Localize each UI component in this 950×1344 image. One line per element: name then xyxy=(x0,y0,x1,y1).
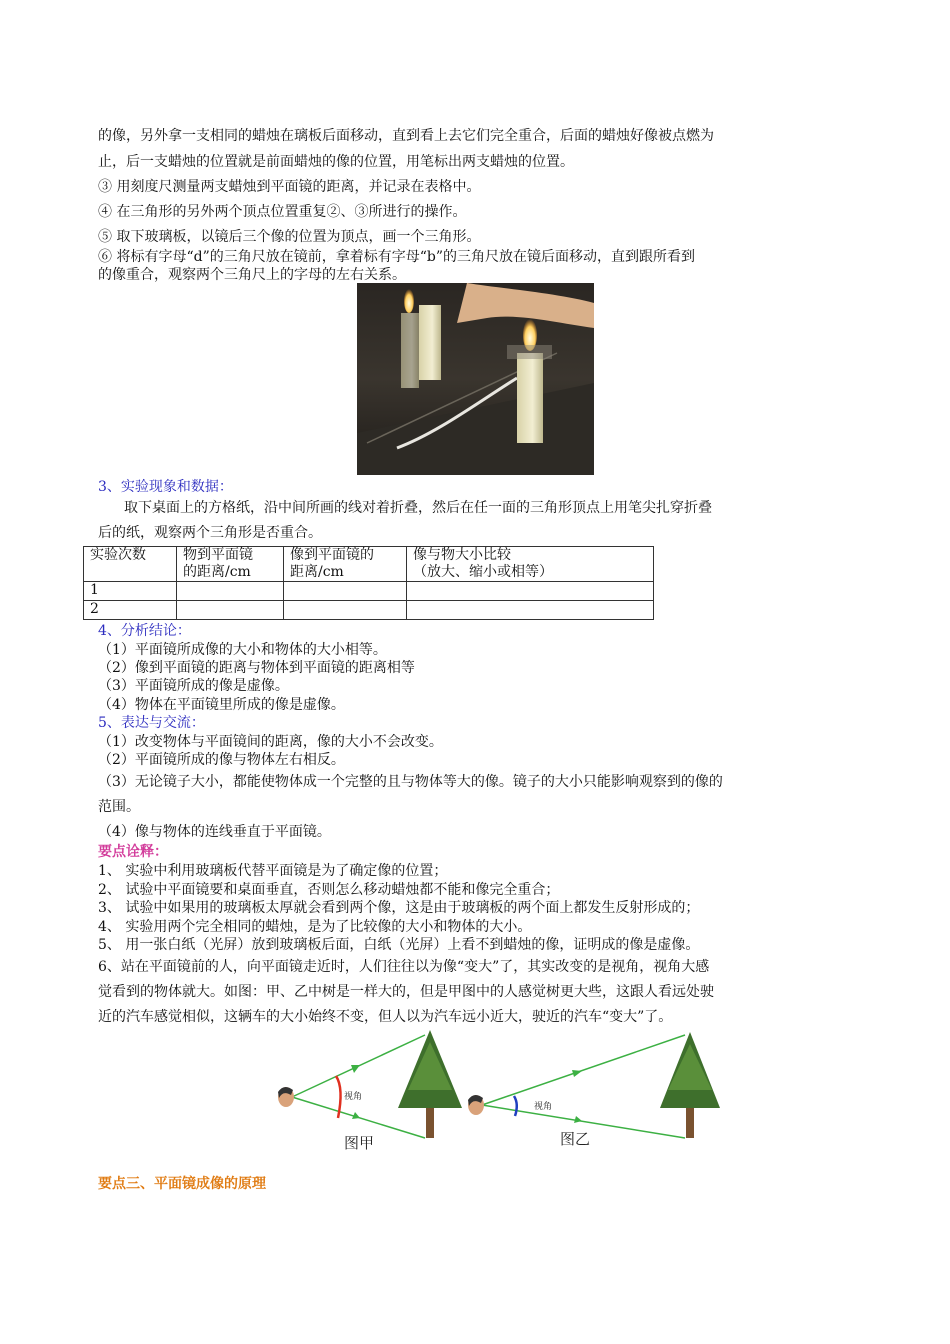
table-header-cell xyxy=(407,547,654,582)
exchange-item: （2）平面镜所成的像与物体左右相反。 xyxy=(98,752,345,768)
figure-a xyxy=(278,1030,462,1152)
person-head-icon xyxy=(468,1095,484,1115)
note-6-line-3: 近的汽车感觉相似，这辆车的大小始终不变，但人以为汽车远小近大，驶近的汽车“变大”了。 xyxy=(98,1009,673,1025)
visual-angle-diagram xyxy=(270,1030,750,1160)
note-item: 3、 试验中如果用的玻璃板太厚就会看到两个像，这是由于玻璃板的两个面上都发生反射形成的； xyxy=(98,900,700,916)
table-header-row xyxy=(84,547,654,582)
conclusion-item: （2）像到平面镜的距离与物体到平面镜的距离相等 xyxy=(98,660,415,676)
table-cell xyxy=(407,582,654,601)
table-header-cell xyxy=(284,547,407,582)
tree-icon xyxy=(398,1030,462,1138)
table-header-cell xyxy=(177,547,284,582)
person-head-icon xyxy=(278,1087,294,1107)
candle-experiment-photo xyxy=(357,283,594,475)
table-row xyxy=(84,601,654,620)
table-cell xyxy=(407,601,654,620)
experiment-table xyxy=(83,546,654,620)
section-next-heading: 要点三、平面镜成像的原理 xyxy=(98,1176,266,1192)
angle-label-b: 视角 xyxy=(534,1102,553,1112)
angle-arc-b xyxy=(514,1096,517,1116)
conclusion-item: （1）平面镜所成像的大小和物体的大小相等。 xyxy=(98,642,387,658)
table-cell: 1 xyxy=(84,582,177,601)
header-text: 像与物大小比较 xyxy=(413,547,511,563)
tree-icon xyxy=(660,1032,720,1138)
header-text: （放大、缩小或相等） xyxy=(413,564,553,580)
figure-b xyxy=(468,1032,720,1148)
step-5: ⑤ 取下玻璃板，以镜后三个像的位置为顶点，画一个三角形。 xyxy=(98,229,481,245)
step-6-line-2: 的像重合，观察两个三角尺上的字母的左右关系。 xyxy=(98,267,406,283)
section-5-heading: 5、表达与交流： xyxy=(98,715,205,731)
section-3-heading: 3、实验现象和数据： xyxy=(98,479,233,495)
step-4: ④ 在三角形的另外两个顶点位置重复②、③所进行的操作。 xyxy=(98,204,467,220)
exchange-item: （4）像与物体的连线垂直于平面镜。 xyxy=(98,824,331,840)
exchange-item: （1）改变物体与平面镜间的距离，像的大小不会改变。 xyxy=(98,734,443,750)
exchange-item-3-line-1: （3）无论镜子大小，都能使物体成一个完整的且与物体等大的像。镜子的大小只能影响观察到的像的 xyxy=(98,774,723,790)
table-cell xyxy=(177,601,284,620)
table-cell xyxy=(284,582,407,601)
table-cell xyxy=(284,601,407,620)
section-3-text-2: 后的纸，观察两个三角形是否重合。 xyxy=(98,525,322,541)
header-text: 的距离/cm xyxy=(183,564,251,580)
section-3-text-1: 取下桌面上的方格纸，沿中间所画的线对着折叠，然后在任一面的三角形顶点上用笔尖扎穿折叠 xyxy=(124,500,712,516)
table-cell: 2 xyxy=(84,601,177,620)
conclusion-item: （3）平面镜所成的像是虚像。 xyxy=(98,678,289,694)
angle-label-a: 视角 xyxy=(344,1092,363,1102)
exchange-item-3-line-2: 范围。 xyxy=(98,799,140,815)
caption-b: 图乙 xyxy=(560,1131,591,1148)
note-item: 1、 实验中利用玻璃板代替平面镜是为了确定像的位置； xyxy=(98,863,448,879)
step-3: ③ 用刻度尺测量两支蜡烛到平面镜的距离，并记录在表格中。 xyxy=(98,179,481,195)
step-6-line-1: ⑥ 将标有字母“d”的三角尺放在镜前，拿着标有字母“b”的三角尺放在镜后面移动，直到跟所看到 xyxy=(98,249,696,265)
note-6-line-2: 觉看到的物体就大。如图：甲、乙中树是一样大的，但是甲图中的人感觉树更大些，这跟人看远处驶 xyxy=(98,984,714,1000)
conclusion-item: （4）物体在平面镜里所成的像是虚像。 xyxy=(98,697,345,713)
header-text: 物到平面镜 xyxy=(183,547,253,563)
header-text: 像到平面镜的 xyxy=(290,547,374,563)
intro-line-1: 的像，另外拿一支相同的蜡烛在璃板后面移动，直到看上去它们完全重合，后面的蜡烛好像被点燃为 xyxy=(98,128,714,144)
table-header-cell xyxy=(84,547,177,582)
table-cell xyxy=(177,582,284,601)
note-6-line-1: 6、站在平面镜前的人，向平面镜走近时，人们往往以为像“变大”了，其实改变的是视角，视角大感 xyxy=(98,959,710,975)
caption-a: 图甲 xyxy=(344,1135,375,1152)
header-text: 距离/cm xyxy=(290,564,344,580)
section-4-heading: 4、分析结论： xyxy=(98,623,191,639)
header-text: 实验次数 xyxy=(90,547,146,563)
table-row xyxy=(84,582,654,601)
notes-heading: 要点诠释： xyxy=(98,844,168,860)
note-item: 4、 实验用两个完全相同的蜡烛，是为了比较像的大小和物体的大小。 xyxy=(98,919,532,935)
intro-line-2: 止，后一支蜡烛的位置就是前面蜡烛的像的位置，用笔标出两支蜡烛的位置。 xyxy=(98,154,574,170)
note-item: 2、 试验中平面镜要和桌面垂直，否则怎么移动蜡烛都不能和像完全重合； xyxy=(98,882,560,898)
angle-arc-a xyxy=(336,1076,341,1118)
note-item: 5、 用一张白纸（光屏）放到玻璃板后面，白纸（光屏）上看不到蜡烛的像，证明成的像是虚像。 xyxy=(98,937,700,953)
